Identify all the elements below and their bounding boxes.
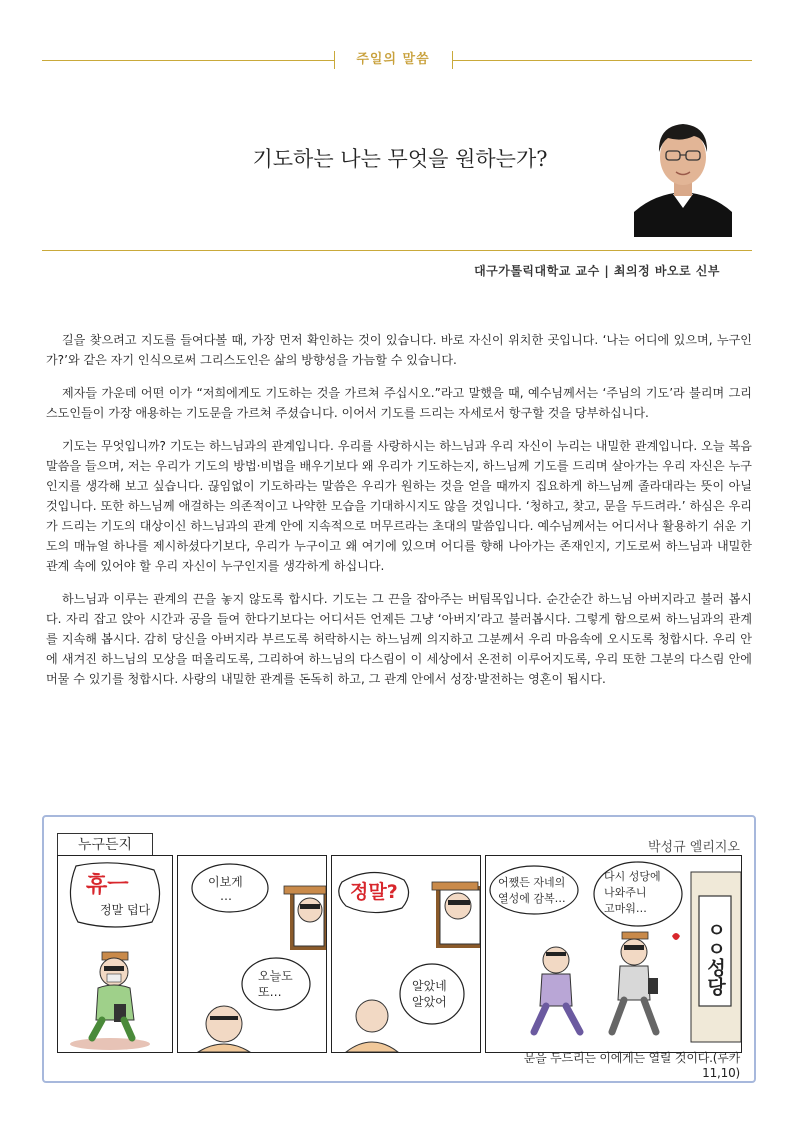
panel3-reply-line2: 알았어 — [412, 995, 447, 1009]
paragraph: 제자들 가운데 어떤 이가 “저희에게도 기도하는 것을 가르쳐 주십시오.”라고 말했을 때, 예수님께서는 ‘주님의 기도’라 불리며 그리스도인들이 가장 애용하는 기도문을 가르쳐 주셨습니다. 이어서 기도를 드리는 자세로서 항구할 것을 당부하십니다. — [46, 386, 752, 420]
cartoon-panel-1 — [57, 855, 173, 1053]
panel4-right-line2: 나와주니 — [604, 886, 647, 899]
cartoon-caption: 문을 두드리는 이에게는 열릴 것이다.(루카11,10) — [523, 1051, 740, 1080]
section-label: 주일의 말씀 — [356, 52, 430, 67]
paragraph: 길을 찾으려고 지도를 들여다볼 때, 가장 먼저 확인하는 것이 있습니다. 바로 자신이 위치한 곳입니다. ‘나는 어디에 있으며, 누구인가?’와 같은 자기 인식으로써 그리스도인은 삶의 방향성을 가늠할 수 있습니다. — [46, 333, 752, 367]
paragraph: 기도는 무엇입니까? 기도는 하느님과의 관계입니다. 우리를 사랑하시는 하느님과 우리 자신이 누리는 내밀한 관계입니다. 오늘 복음말씀을 들으며, 저는 우리가 기도의 방법·비법을 배우기보다 왜 우리가 기도하는지, 하느님께 기도를 드리며 살아가는 우리 자신은 누구인지를 생각해 보고 싶습니다. 끊임없이 기도하라는 말씀은 우리가 원하는 것을 얻을 때까지 집요하게 하느님께 졸라대라는 뜻이 아닐 것입니다. 또한 하느님께 애걸하는 의존적이고 나약한 모습을 기대하시지도 않을 것입니다. ‘청하고, 찾고, 문을 두드려라.’ 하심은 우리가 드리는 기도의 대상이신 하느님과의 관계 안에 지속적으로 머무르라는 초대의 말씀입니다. 예수님께서는 어디서나 활용하기 쉬운 기도의 매뉴얼 하나를 제시하셨다기보다, 우리가 누구이고 왜 여기에 있으며 어디를 향해 나아가는 존재인지, 기도로써 하느님과 내밀한 관계 속에 있어야 할 우리 자신이 누구인지를 생각하게 하십니다. — [46, 439, 752, 573]
article-body — [46, 330, 752, 702]
panel3-reply-line1: 알았네 — [412, 979, 447, 993]
cartoon-panel-2 — [177, 855, 327, 1053]
title-separator — [42, 250, 752, 251]
author-portrait — [634, 112, 732, 237]
panel4-right-line3: 고마워… — [604, 902, 647, 915]
article-author: 대구가톨릭대학교 교수 | 최의정 바오로 신부 — [474, 264, 720, 278]
panel1-shout: 휴ㅡ — [86, 873, 129, 898]
panel4-right-line1: 다시 성당에 — [604, 870, 661, 883]
cartoon-title: 누구든지 — [57, 833, 153, 856]
panel3-shout: 정말? — [350, 881, 398, 903]
header-rule-right — [452, 60, 752, 61]
paragraph: 하느님과 이루는 관계의 끈을 놓지 않도록 합시다. 기도는 그 끈을 잡아주는 버팀목입니다. 순간순간 하느님 아버지라고 불러 봅시다. 자리 잡고 앉아 시간과 공을 들여 한다기보다는 어디서든 언제든 그냥 ‘아버지’라고 불러봅시다. 그렇게 함으로써 하느님과의 관계를 지속해 봅시다. 감히 당신을 아버지라 부르도록 허락하시는 하느님께 의지하고 그분께서 우리 마음속에 오시도록 청합시다. 우리 안에 새겨진 하느님의 모상을 떠올리도록, 그리하여 하느님의 다스림이 이 세상에서 온전히 이루어지도록, 우리 또한 그분의 다스림 안에 머물 수 있기를 청합시다. 사랑의 내밀한 관계를 돈독히 하고, 그 관계 안에서 성장·발전하는 영혼이 됩시다. — [46, 592, 752, 686]
header-rule-tick-left — [334, 51, 335, 69]
header-rule-left — [42, 60, 334, 61]
panel4-left-line2: 열성에 감복… — [498, 892, 566, 905]
cartoon-panel-3 — [331, 855, 481, 1053]
panel2-top-line2: … — [220, 889, 232, 903]
panel1-line: 정말 덥다 — [100, 903, 151, 917]
panel4-left-line1: 어쨌든 자네의 — [498, 876, 566, 889]
panel2-bottom-line1: 오늘도 — [258, 969, 293, 983]
cartoon-panel-4 — [485, 855, 742, 1053]
panel2-bottom-line2: 또… — [258, 985, 282, 999]
article-title: 기도하는 나는 무엇을 원하는가? — [252, 147, 548, 171]
church-sign: ㅇㅇ성당 — [704, 920, 726, 996]
panel2-top-line1: 이보게 — [208, 875, 243, 889]
cartoon-artist: 박성규 엘리지오 — [647, 840, 740, 855]
